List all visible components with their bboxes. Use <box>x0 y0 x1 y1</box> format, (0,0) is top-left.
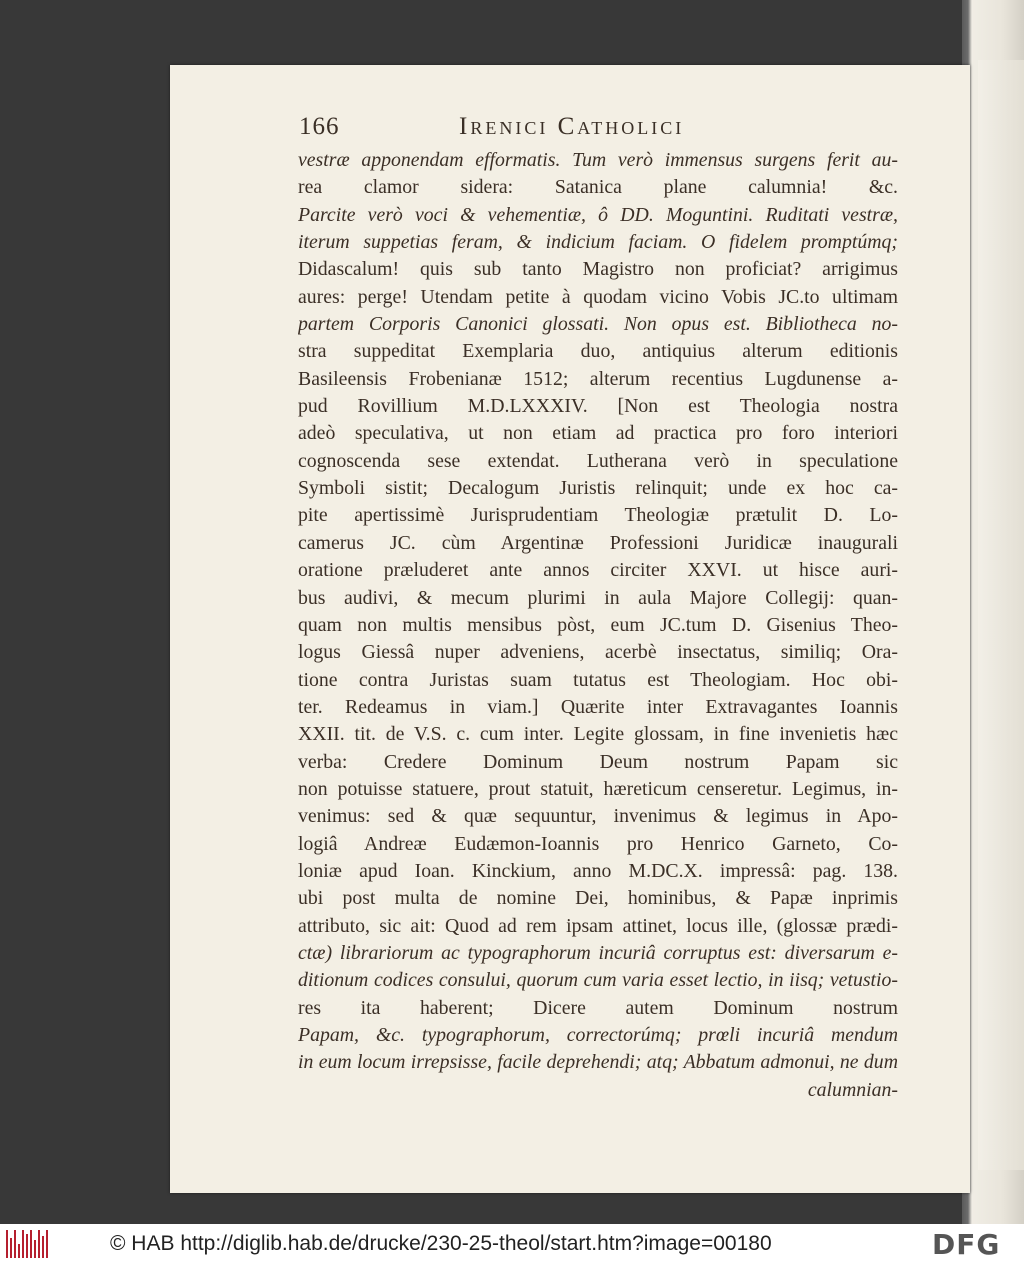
logo-bar <box>34 1240 36 1258</box>
logo-bar <box>6 1230 8 1258</box>
text-line: ter. Redeamus in viam.] Quærite inter Extravagantes Ioannis <box>298 695 898 718</box>
logo-bar <box>42 1236 44 1258</box>
logo-bar <box>22 1230 24 1258</box>
text-line: in eum locum irrepsisse, facile deprehendi; atq; Abbatum admonui, ne dum <box>298 1051 898 1074</box>
text-line: XXII. tit. de V.S. c. cum inter. Legite glossam, in fine invenietis hæc <box>298 723 898 746</box>
adjacent-page <box>978 60 1024 1170</box>
text-line: calumnian- <box>807 1078 898 1101</box>
text-line: Didascalum! quis sub tanto Magistro non proficiat? arrigimus <box>298 258 898 281</box>
logo-bar <box>38 1230 40 1258</box>
text-line: bus audivi, & mecum plurimi in aula Majore Collegij: quan- <box>298 586 898 609</box>
text-line: rea clamor sidera: Satanica plane calumnia! &c. <box>298 176 898 199</box>
text-line: loniæ apud Ioan. Kinckium, anno M.DC.X. impressâ: pag. 138. <box>298 859 898 882</box>
text-line: logus Giessâ nuper adveniens, acerbè insectatus, similiq; Ora- <box>298 641 898 664</box>
logo-bar <box>10 1238 12 1258</box>
logo-bar <box>26 1234 28 1258</box>
text-line: Parcite verò voci & vehementiæ, ô DD. Moguntini. Ruditati vestræ, <box>298 203 898 226</box>
text-line: stra suppeditat Exemplaria duo, antiquius alterum editionis <box>298 340 898 363</box>
text-line: verba: Credere Dominum Deum nostrum Papam sic <box>298 750 898 773</box>
text-line: ubi post multa de nomine Dei, hominibus, & Papæ inprimis <box>298 887 898 910</box>
logo-bar <box>30 1230 32 1258</box>
hab-barcode-logo-icon[interactable] <box>6 1230 48 1258</box>
text-line: partem Corporis Canonici glossati. Non opus est. Bibliotheca no- <box>298 313 898 336</box>
text-line: iterum suppetias feram, & indicium faciam. O fidelem promptúmq; <box>298 231 898 254</box>
page-header <box>299 113 879 145</box>
copyright-url[interactable]: © HAB http://diglib.hab.de/drucke/230-25-theol/start.htm?image=00180 <box>110 1232 772 1255</box>
text-line: ctæ) librariorum ac typographorum incuriâ corruptus est: diversarum e- <box>298 941 898 964</box>
text-line: pud Rovillium M.D.LXXXIV. [Non est Theologia nostra <box>298 395 898 418</box>
body-text <box>298 147 898 1104</box>
text-line: tione contra Juristas suam tutatus est Theologiam. Hoc obi- <box>298 668 898 691</box>
text-line: non potuisse statuere, prout statuit, hæreticum censeretur. Legimus, in- <box>298 777 898 800</box>
text-line: vestræ apponendam efformatis. Tum verò immensus surgens ferit au- <box>298 149 898 171</box>
logo-bar <box>46 1230 48 1258</box>
text-line: Papam, &c. typographorum, correctorúmq; prœli incuriâ mendum <box>298 1024 898 1046</box>
book-page <box>170 65 970 1193</box>
text-line: pite apertissimè Jurisprudentiam Theologiæ prætulit D. Lo- <box>298 504 898 527</box>
logo-bar <box>18 1244 20 1258</box>
text-line: res ita haberent; Dicere autem Dominum nostrum <box>298 996 898 1019</box>
adjacent-page-edge <box>962 0 1024 1224</box>
text-line: logiâ Andreæ Eudæmon-Ioannis pro Henrico Garneto, Co- <box>298 832 898 855</box>
text-line: quam non multis mensibus pòst, eum JC.tum D. Gisenius Theo- <box>298 613 898 636</box>
text-line: attributo, sic ait: Quod ad rem ipsam attinet, locus ille, (glossæ prædi- <box>298 914 898 937</box>
page-number: 166 <box>299 113 340 140</box>
text-line: venimus: sed & quæ sequuntur, invenimus & legimus in Apo- <box>298 805 898 828</box>
text-line: cognoscenda sese extendat. Lutherana verò in speculatione <box>298 449 898 472</box>
text-line: ditionum codices consului, quorum cum varia esset lectio, in iisq; vetustio- <box>298 969 898 992</box>
text-line: aures: perge! Utendam petite à quodam vicino Vobis JC.to ultimam <box>298 285 898 308</box>
text-line: camerus JC. cùm Argentinæ Professioni Juridicæ inaugurali <box>298 531 898 554</box>
dfg-logo[interactable]: DFG <box>932 1228 1001 1261</box>
text-line: Basileensis Frobenianæ 1512; alterum recentius Lugdunense a- <box>298 367 898 390</box>
footer-bar <box>0 1224 1024 1265</box>
text-line: oratione præluderet ante annos circiter XXVI. ut hisce auri- <box>298 559 898 582</box>
text-line: Symboli sistit; Decalogum Juristis relinquit; unde ex hoc ca- <box>298 477 898 500</box>
text-line: adeò speculativa, ut non etiam ad practica pro foro interiori <box>298 422 898 445</box>
logo-bar <box>14 1230 16 1258</box>
running-title: Irenici Catholici <box>459 113 685 140</box>
